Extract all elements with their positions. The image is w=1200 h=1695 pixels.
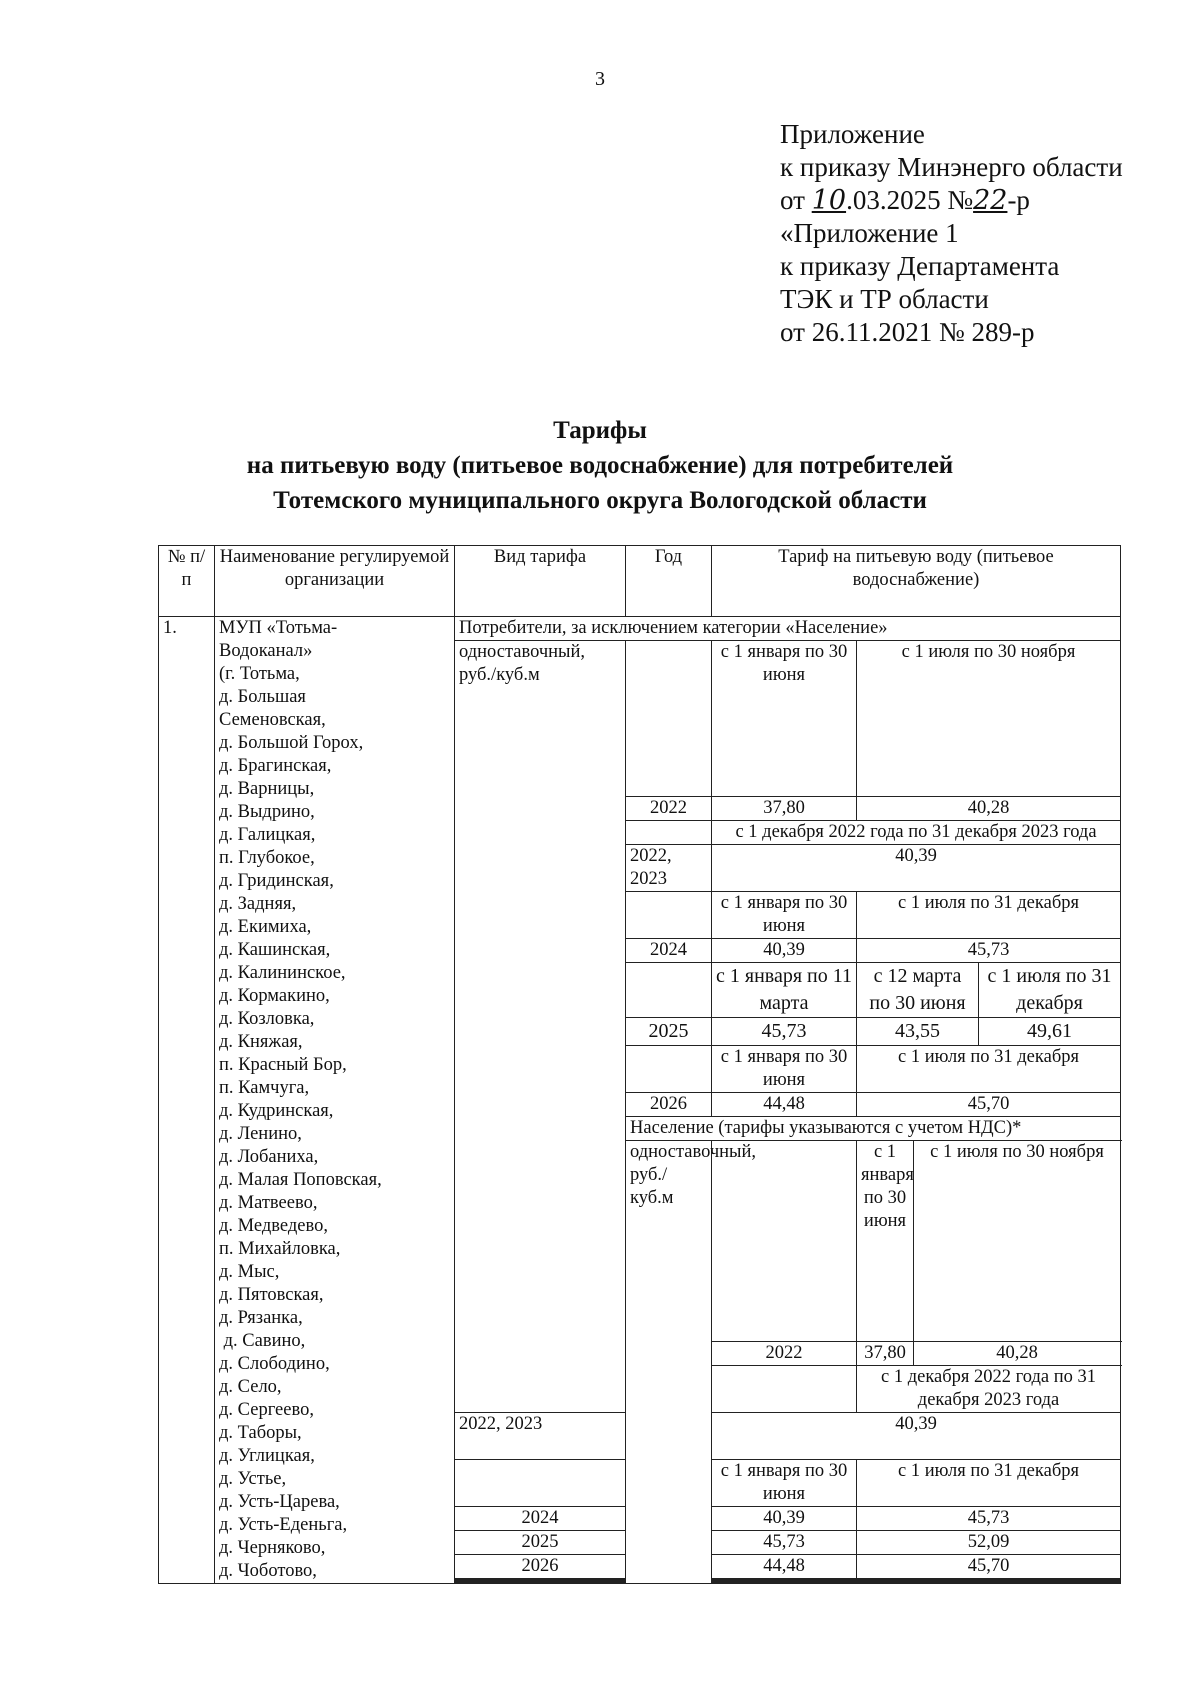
year-cell xyxy=(455,1583,626,1584)
tariff-value: 40,39 xyxy=(712,1507,857,1531)
period-cell: с 1 июля по 30 ноября xyxy=(914,1140,1121,1342)
organization-line: д. Мыс, xyxy=(219,1262,280,1282)
period-cell: с 1 января по 30 июня xyxy=(857,1140,914,1342)
organization-line: д. Екимиха, xyxy=(219,917,312,937)
organization-line: д. Ленино, xyxy=(219,1124,302,1144)
tariff-value: 40,39 xyxy=(712,938,857,962)
organization-line: д. Варницы, xyxy=(219,779,315,799)
section-label: Население (тарифы указываются с учетом НДС)* xyxy=(626,1116,1121,1140)
header-tariff: Тариф на питьевую воду (питьевое водоснабжение) xyxy=(712,546,1121,617)
tariff-value: 40,28 xyxy=(857,796,1121,820)
appendix-text: .03.2025 № xyxy=(846,185,974,215)
organization-line: д. Княжая, xyxy=(219,1032,303,1052)
handwritten-number: 22 xyxy=(973,185,1008,216)
organization-line: д. Усть-Царева, xyxy=(219,1492,340,1512)
year-cell xyxy=(712,1140,857,1342)
organization-line: д. Углицкая, xyxy=(219,1446,315,1466)
appendix-line: к приказу Минэнерго области xyxy=(780,152,1123,182)
organization-line: д. Кудринская, xyxy=(219,1101,334,1121)
period-cell: с 1 июля по 31 декабря xyxy=(857,1045,1121,1092)
appendix-line: Приложение xyxy=(780,119,925,149)
organization-cell xyxy=(215,617,455,1584)
header-org: Наименование регулируемой организации xyxy=(215,546,455,617)
organization-line: д. Калининское, xyxy=(219,963,346,983)
organization-line: д. Усть-Еденьга, xyxy=(219,1515,348,1535)
year-cell: 2025 xyxy=(626,1017,712,1045)
organization-line: д. Слободино, xyxy=(219,1354,330,1374)
tariff-value: 45,73 xyxy=(857,1507,1121,1531)
year-cell: 2022, 2023 xyxy=(455,1413,626,1460)
organization-line: д. Малая Поповская, xyxy=(219,1170,382,1190)
appendix-text: от xyxy=(780,185,812,215)
tariff-value: 44,48 xyxy=(712,1555,857,1579)
organization-line: д. Сергеево, xyxy=(219,1400,314,1420)
year-cell: 2024 xyxy=(626,938,712,962)
organization-line: Водоканал» xyxy=(219,641,313,661)
period-cell: с 1 декабря 2022 года по 31 декабря 2023 года xyxy=(712,820,1121,844)
appendix-header xyxy=(780,118,1123,349)
year-cell: 2026 xyxy=(626,1092,712,1116)
year-cell: 2024 xyxy=(455,1507,626,1531)
year-cell: 2026 xyxy=(455,1555,626,1579)
appendix-line: от 26.11.2021 № 289-р xyxy=(780,317,1035,347)
tariff-value: 52,09 xyxy=(857,1531,1121,1555)
organization-line: д. Выдрино, xyxy=(219,802,315,822)
organization-line: п. Красный Бор, xyxy=(219,1055,347,1075)
period-cell: с 1 декабря 2022 года по 31 декабря 2023 года xyxy=(857,1366,1121,1413)
organization-line: п. Михайловка, xyxy=(219,1239,341,1259)
tariff-value: 37,80 xyxy=(857,1342,914,1366)
year-cell: 2022 xyxy=(712,1342,857,1366)
document-subtitle: на питьевую воду (питьевое водоснабжение) для потребителей xyxy=(246,452,954,479)
tariff-value: 45,70 xyxy=(857,1092,1121,1116)
section-label: Потребители, за исключением категории «Население» xyxy=(455,617,1121,641)
row-number: 1. xyxy=(159,617,215,1584)
organization-line: д. Лобаниха, xyxy=(219,1147,319,1167)
tariff-value: 45,73 xyxy=(712,1531,857,1555)
organization-line: д. Гридинская, xyxy=(219,871,334,891)
period-cell: с 1 января по 30 июня xyxy=(712,641,857,797)
organization-line: д. Кашинская, xyxy=(219,940,331,960)
organization-line: МУП «Тотьма- xyxy=(219,618,338,638)
organization-line: д. Козловка, xyxy=(219,1009,315,1029)
appendix-line: «Приложение 1 xyxy=(780,218,959,248)
document-subtitle: Тотемского муниципального округа Вологодской области xyxy=(273,487,927,514)
tariff-value: 45,73 xyxy=(712,1017,857,1045)
year-cell xyxy=(626,641,712,797)
period-cell: с 1 июля по 31 декабря xyxy=(979,962,1121,1017)
period-cell: с 1 июля по 30 ноября xyxy=(857,641,1121,797)
organization-line: д. Большая xyxy=(219,687,306,707)
appendix-text: -р xyxy=(1007,185,1030,215)
appendix-order-line xyxy=(780,184,1123,217)
year-cell xyxy=(626,891,712,938)
organization-line: д. Матвеево, xyxy=(219,1193,318,1213)
empty-cell xyxy=(857,1583,1121,1584)
organization-line: п. Глубокое, xyxy=(219,848,315,868)
organization-line: д. Рязанка, xyxy=(219,1308,303,1328)
period-cell: с 1 января по 30 июня xyxy=(712,1460,857,1507)
appendix-line: ТЭК и ТР области xyxy=(780,284,989,314)
period-cell: с 12 марта по 30 июня xyxy=(857,962,979,1017)
period-cell: с 1 июля по 31 декабря xyxy=(857,891,1121,938)
year-cell xyxy=(455,1460,626,1507)
tariff-value: 44,48 xyxy=(712,1092,857,1116)
organization-line: д. Большой Горох, xyxy=(219,733,364,753)
header-num: № п/п xyxy=(159,546,215,617)
organization-line: д. Черняково, xyxy=(219,1538,326,1558)
organization-line: д. Кормакино, xyxy=(219,986,330,1006)
period-cell: с 1 января по 11 марта xyxy=(712,962,857,1017)
period-cell: с 1 января по 30 июня xyxy=(712,891,857,938)
header-year: Год xyxy=(626,546,712,617)
document-title: Тарифы xyxy=(553,417,647,444)
tariff-value: 40,28 xyxy=(914,1342,1121,1366)
year-cell xyxy=(712,1366,857,1413)
tariff-type: одноставочный, руб./куб.м xyxy=(626,1140,712,1584)
organization-line: (г. Тотьма, xyxy=(219,664,300,684)
organization-line: д. Медведево, xyxy=(219,1216,328,1236)
year-cell: 2022, 2023 xyxy=(626,844,712,891)
organization-line: д. Задняя, xyxy=(219,894,297,914)
tariff-value: 40,39 xyxy=(712,844,1121,891)
organization-line: д. Чоботово, xyxy=(219,1561,317,1581)
tariff-table xyxy=(158,545,1121,1584)
tariff-value: 49,61 xyxy=(979,1017,1121,1045)
tariff-type: одноставочный, руб./куб.м xyxy=(455,641,626,1413)
organization-line: д. Савино, xyxy=(219,1331,306,1351)
handwritten-day: 10 xyxy=(811,185,847,216)
tariff-value: 45,70 xyxy=(857,1555,1121,1579)
year-cell: 2022 xyxy=(626,796,712,820)
organization-line: д. Таборы, xyxy=(219,1423,302,1443)
page-number: 3 xyxy=(595,68,605,90)
period-cell: с 1 июля по 31 декабря xyxy=(857,1460,1121,1507)
tariff-value: 45,73 xyxy=(857,938,1121,962)
empty-cell xyxy=(712,1583,857,1584)
organization-line: д. Брагинская, xyxy=(219,756,332,776)
tariff-value: 40,39 xyxy=(712,1413,1121,1460)
year-cell: 2025 xyxy=(455,1531,626,1555)
year-cell xyxy=(626,1045,712,1092)
organization-line: д. Устье, xyxy=(219,1469,287,1489)
organization-line: д. Галицкая, xyxy=(219,825,316,845)
header-type: Вид тарифа xyxy=(455,546,626,617)
organization-line: Семеновская, xyxy=(219,710,326,730)
organization-line: д. Пятовская, xyxy=(219,1285,324,1305)
year-cell xyxy=(626,962,712,1017)
organization-list xyxy=(219,617,450,1583)
tariff-value: 37,80 xyxy=(712,796,857,820)
period-cell: с 1 января по 30 июня xyxy=(712,1045,857,1092)
tariff-value: 43,55 xyxy=(857,1017,979,1045)
year-cell xyxy=(626,820,712,844)
organization-line: д. Село, xyxy=(219,1377,282,1397)
appendix-line: к приказу Департамента xyxy=(780,251,1060,281)
organization-line: п. Камчуга, xyxy=(219,1078,310,1098)
